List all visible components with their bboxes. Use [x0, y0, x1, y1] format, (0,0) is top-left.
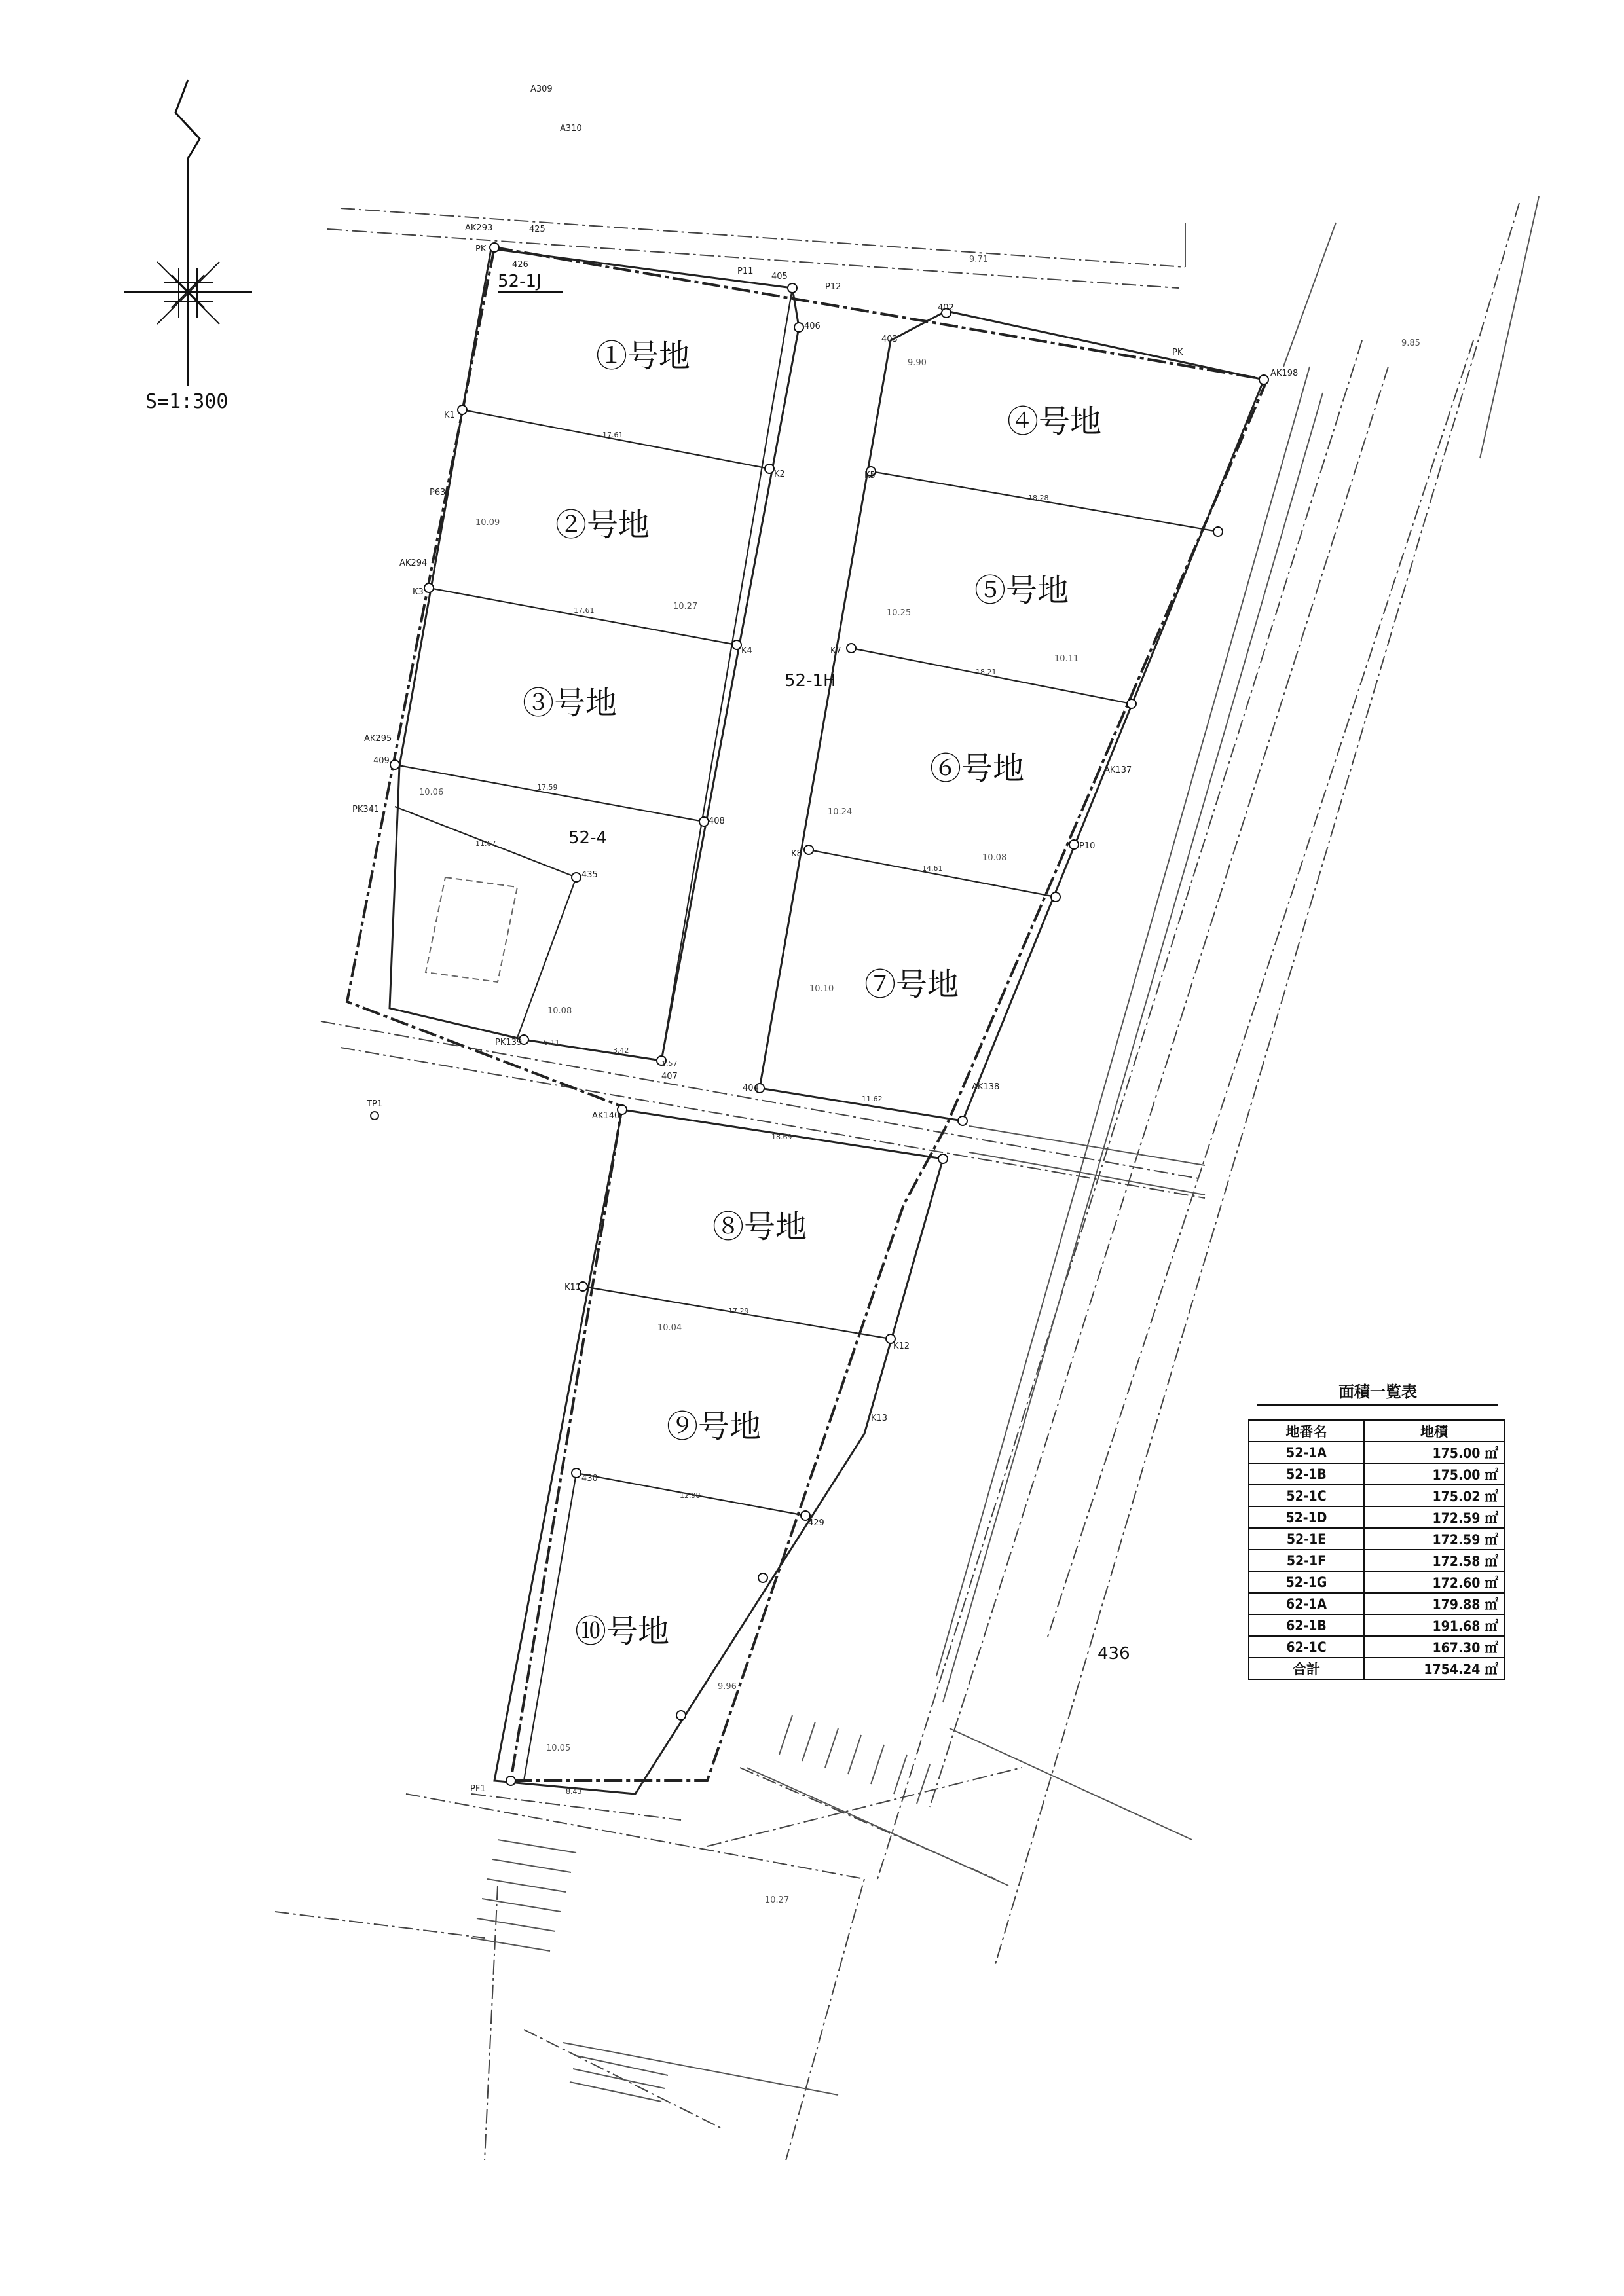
area-table: [1248, 1419, 1505, 1680]
plan-label: 10.25: [887, 608, 912, 618]
boundary-marker-icon: [572, 1468, 581, 1478]
table-row: 52-1F 172.58 ㎡: [1249, 1550, 1504, 1571]
plan-label: 9.85: [1401, 338, 1420, 348]
plan-label: AK294: [399, 558, 428, 568]
point-labels: [352, 84, 1298, 1794]
plan-label: AK293: [465, 223, 493, 233]
plan-label: PK341: [352, 805, 380, 814]
plan-label: 408: [709, 816, 725, 826]
benchmark-icon: [371, 1112, 378, 1120]
boundary-marker-icon: [847, 644, 856, 653]
plan-label: 407: [661, 1072, 678, 1082]
plan-label: AK198: [1270, 369, 1299, 378]
plan-label: K4: [741, 646, 752, 656]
boundary-marker-icon: [458, 405, 467, 414]
table-row: 52-1G 172.60 ㎡: [1249, 1571, 1504, 1593]
plan-label: 425: [529, 225, 545, 234]
table-row: 52-1C 175.02 ㎡: [1249, 1485, 1504, 1506]
plan-label: TP1: [367, 1099, 383, 1109]
plan-label: 10.08: [547, 1006, 572, 1016]
boundary-marker-icon: [506, 1776, 515, 1785]
plan-label: K13: [871, 1413, 888, 1423]
plan-label: 11.67: [475, 839, 496, 848]
plan-label: 17.61: [602, 431, 623, 439]
lot-label-10: ⑩号地: [575, 1613, 670, 1650]
plan-label: 10.27: [765, 1895, 790, 1905]
boundary-marker-icon: [804, 845, 813, 854]
plan-label: K7: [830, 646, 841, 656]
parcel-label-436: 436: [1098, 1644, 1130, 1664]
plan-label: P63: [430, 488, 446, 498]
total-value: 1754.24 ㎡: [1364, 1658, 1504, 1679]
plan-label: 409: [373, 756, 390, 766]
area-table-panel: [1248, 1379, 1507, 1680]
plan-label: PK: [1172, 348, 1183, 357]
west-block-boundary: [390, 249, 799, 1061]
parcel-label-52-4: 52-4: [568, 828, 608, 848]
header-area: 地積: [1364, 1420, 1504, 1442]
plan-label: PK139: [495, 1038, 523, 1048]
plan-label: AK295: [364, 734, 392, 744]
area-table-title: 面積一覧表: [1257, 1379, 1498, 1406]
total-label: 合計: [1249, 1658, 1364, 1679]
plan-label: 12.98: [680, 1491, 701, 1500]
table-row: 52-1A 175.00 ㎡: [1249, 1442, 1504, 1463]
lot-label-6: ⑥号地: [930, 750, 1025, 787]
plan-label: 10.10: [809, 984, 834, 994]
parking-hatch: [471, 1715, 930, 2102]
lot-label-9: ⑨号地: [667, 1408, 762, 1445]
plan-label: 17.59: [537, 783, 558, 792]
plan-label: 11.62: [862, 1095, 883, 1103]
header-parcel-name: 地番名: [1249, 1420, 1364, 1442]
plan-label: 406: [804, 321, 821, 331]
plan-label: 9.71: [969, 255, 988, 264]
plan-label: 404: [743, 1084, 759, 1093]
lot-label-1: ①号地: [596, 338, 691, 374]
building-outline: [426, 877, 517, 982]
table-row: 62-1A 179.88 ㎡: [1249, 1593, 1504, 1614]
plan-label: 18.28: [1028, 494, 1049, 502]
boundary-markers: [390, 243, 1268, 1785]
boundary-marker-icon: [794, 323, 803, 332]
area-table-header-row: [1249, 1420, 1504, 1442]
plan-label: 10.24: [828, 807, 853, 817]
plan-label: 10.04: [657, 1323, 682, 1333]
plan-label: 8.43: [566, 1787, 582, 1796]
plan-label: 17.61: [574, 606, 595, 615]
lot-label-2: ②号地: [555, 507, 650, 543]
boundary-marker-icon: [490, 243, 499, 252]
lot-label-7: ⑦号地: [864, 966, 959, 1003]
plan-label: 6.11: [544, 1038, 560, 1047]
plan-label: 18.21: [976, 668, 997, 676]
boundary-marker-icon: [758, 1573, 767, 1582]
boundary-marker-icon: [1213, 527, 1223, 536]
plan-label: P11: [737, 266, 754, 276]
plan-label: AK140: [592, 1111, 620, 1121]
table-row: 52-1D 172.59 ㎡: [1249, 1506, 1504, 1528]
plan-label: 10.09: [475, 518, 500, 528]
plan-label: K12: [893, 1341, 910, 1351]
lot-label-3: ③号地: [523, 685, 618, 721]
boundary-marker-icon: [788, 283, 797, 293]
table-row: 52-1B 175.00 ㎡: [1249, 1463, 1504, 1485]
plan-label: 435: [581, 870, 598, 880]
plan-label: 403: [881, 335, 898, 344]
plan-label: K8: [791, 849, 802, 859]
plan-label: K2: [774, 469, 785, 479]
lot-label-8: ⑧号地: [712, 1209, 807, 1245]
plan-label: 426: [512, 260, 528, 270]
boundary-marker-icon: [1259, 375, 1268, 384]
plan-label: 430: [581, 1474, 598, 1484]
plan-label: A309: [530, 84, 553, 94]
plan-label: K1: [444, 410, 455, 420]
plan-label: 429: [808, 1518, 824, 1528]
lot-label-5: ⑤号地: [974, 572, 1069, 609]
table-row: 62-1C 167.30 ㎡: [1249, 1636, 1504, 1658]
plan-label: P10: [1079, 841, 1096, 851]
lot-dividers: [395, 288, 1218, 1781]
plan-label: 3.42: [613, 1046, 629, 1055]
parcel-label-52-1j: 52-1J: [498, 272, 542, 291]
table-row: 62-1B 191.68 ㎡: [1249, 1614, 1504, 1636]
boundary-marker-icon: [1127, 699, 1136, 708]
plan-label: 18.69: [771, 1133, 792, 1141]
boundary-marker-icon: [1069, 840, 1079, 849]
plan-label: K5: [864, 471, 876, 481]
boundary-marker-icon: [938, 1154, 948, 1163]
plan-label: 14.61: [922, 864, 943, 873]
plan-label: 405: [771, 272, 788, 282]
boundary-marker-icon: [732, 640, 741, 649]
boundary-marker-icon: [765, 464, 774, 473]
area-table-total-row: [1249, 1658, 1504, 1679]
dimension-labels: [475, 431, 1049, 1796]
boundary-marker-icon: [572, 873, 581, 882]
plan-label: 17.29: [728, 1307, 749, 1315]
boundary-marker-icon: [699, 817, 709, 826]
plan-label: P12: [825, 282, 841, 292]
plan-label: AK138: [972, 1082, 1000, 1092]
plan-label: 9.90: [908, 358, 927, 368]
plan-label: K3: [413, 587, 424, 597]
boundary-marker-icon: [958, 1116, 967, 1125]
plan-label: 10.11: [1054, 654, 1079, 664]
plan-label: 402: [938, 303, 954, 313]
plan-label: K11: [564, 1283, 581, 1292]
north-arrow-icon: [124, 80, 252, 386]
parcel-label-52-1h: 52-1H: [784, 671, 836, 691]
plan-label: PF1: [470, 1784, 486, 1794]
boundary-marker-icon: [676, 1711, 686, 1720]
plan-label: 9.96: [718, 1682, 737, 1692]
boundary-marker-icon: [390, 760, 399, 769]
plan-label: 1.57: [661, 1059, 678, 1068]
plan-label: AK137: [1104, 765, 1132, 775]
plan-label: PK: [475, 244, 487, 254]
plan-label: 10.27: [673, 602, 698, 611]
road-lines: [275, 196, 1539, 2160]
boundary-marker-icon: [424, 583, 434, 592]
boundary-marker-icon: [1051, 892, 1060, 902]
plan-label: 10.06: [419, 788, 444, 797]
plan-label: 10.05: [546, 1743, 571, 1753]
plan-label: 10.08: [982, 853, 1007, 863]
scale-label: S=1:300: [145, 390, 229, 413]
plan-label: A310: [560, 124, 582, 134]
lot-label-4: ④号地: [1007, 403, 1102, 440]
site-outer-boundary: [347, 247, 1267, 1781]
table-row: 52-1E 172.59 ㎡: [1249, 1528, 1504, 1550]
